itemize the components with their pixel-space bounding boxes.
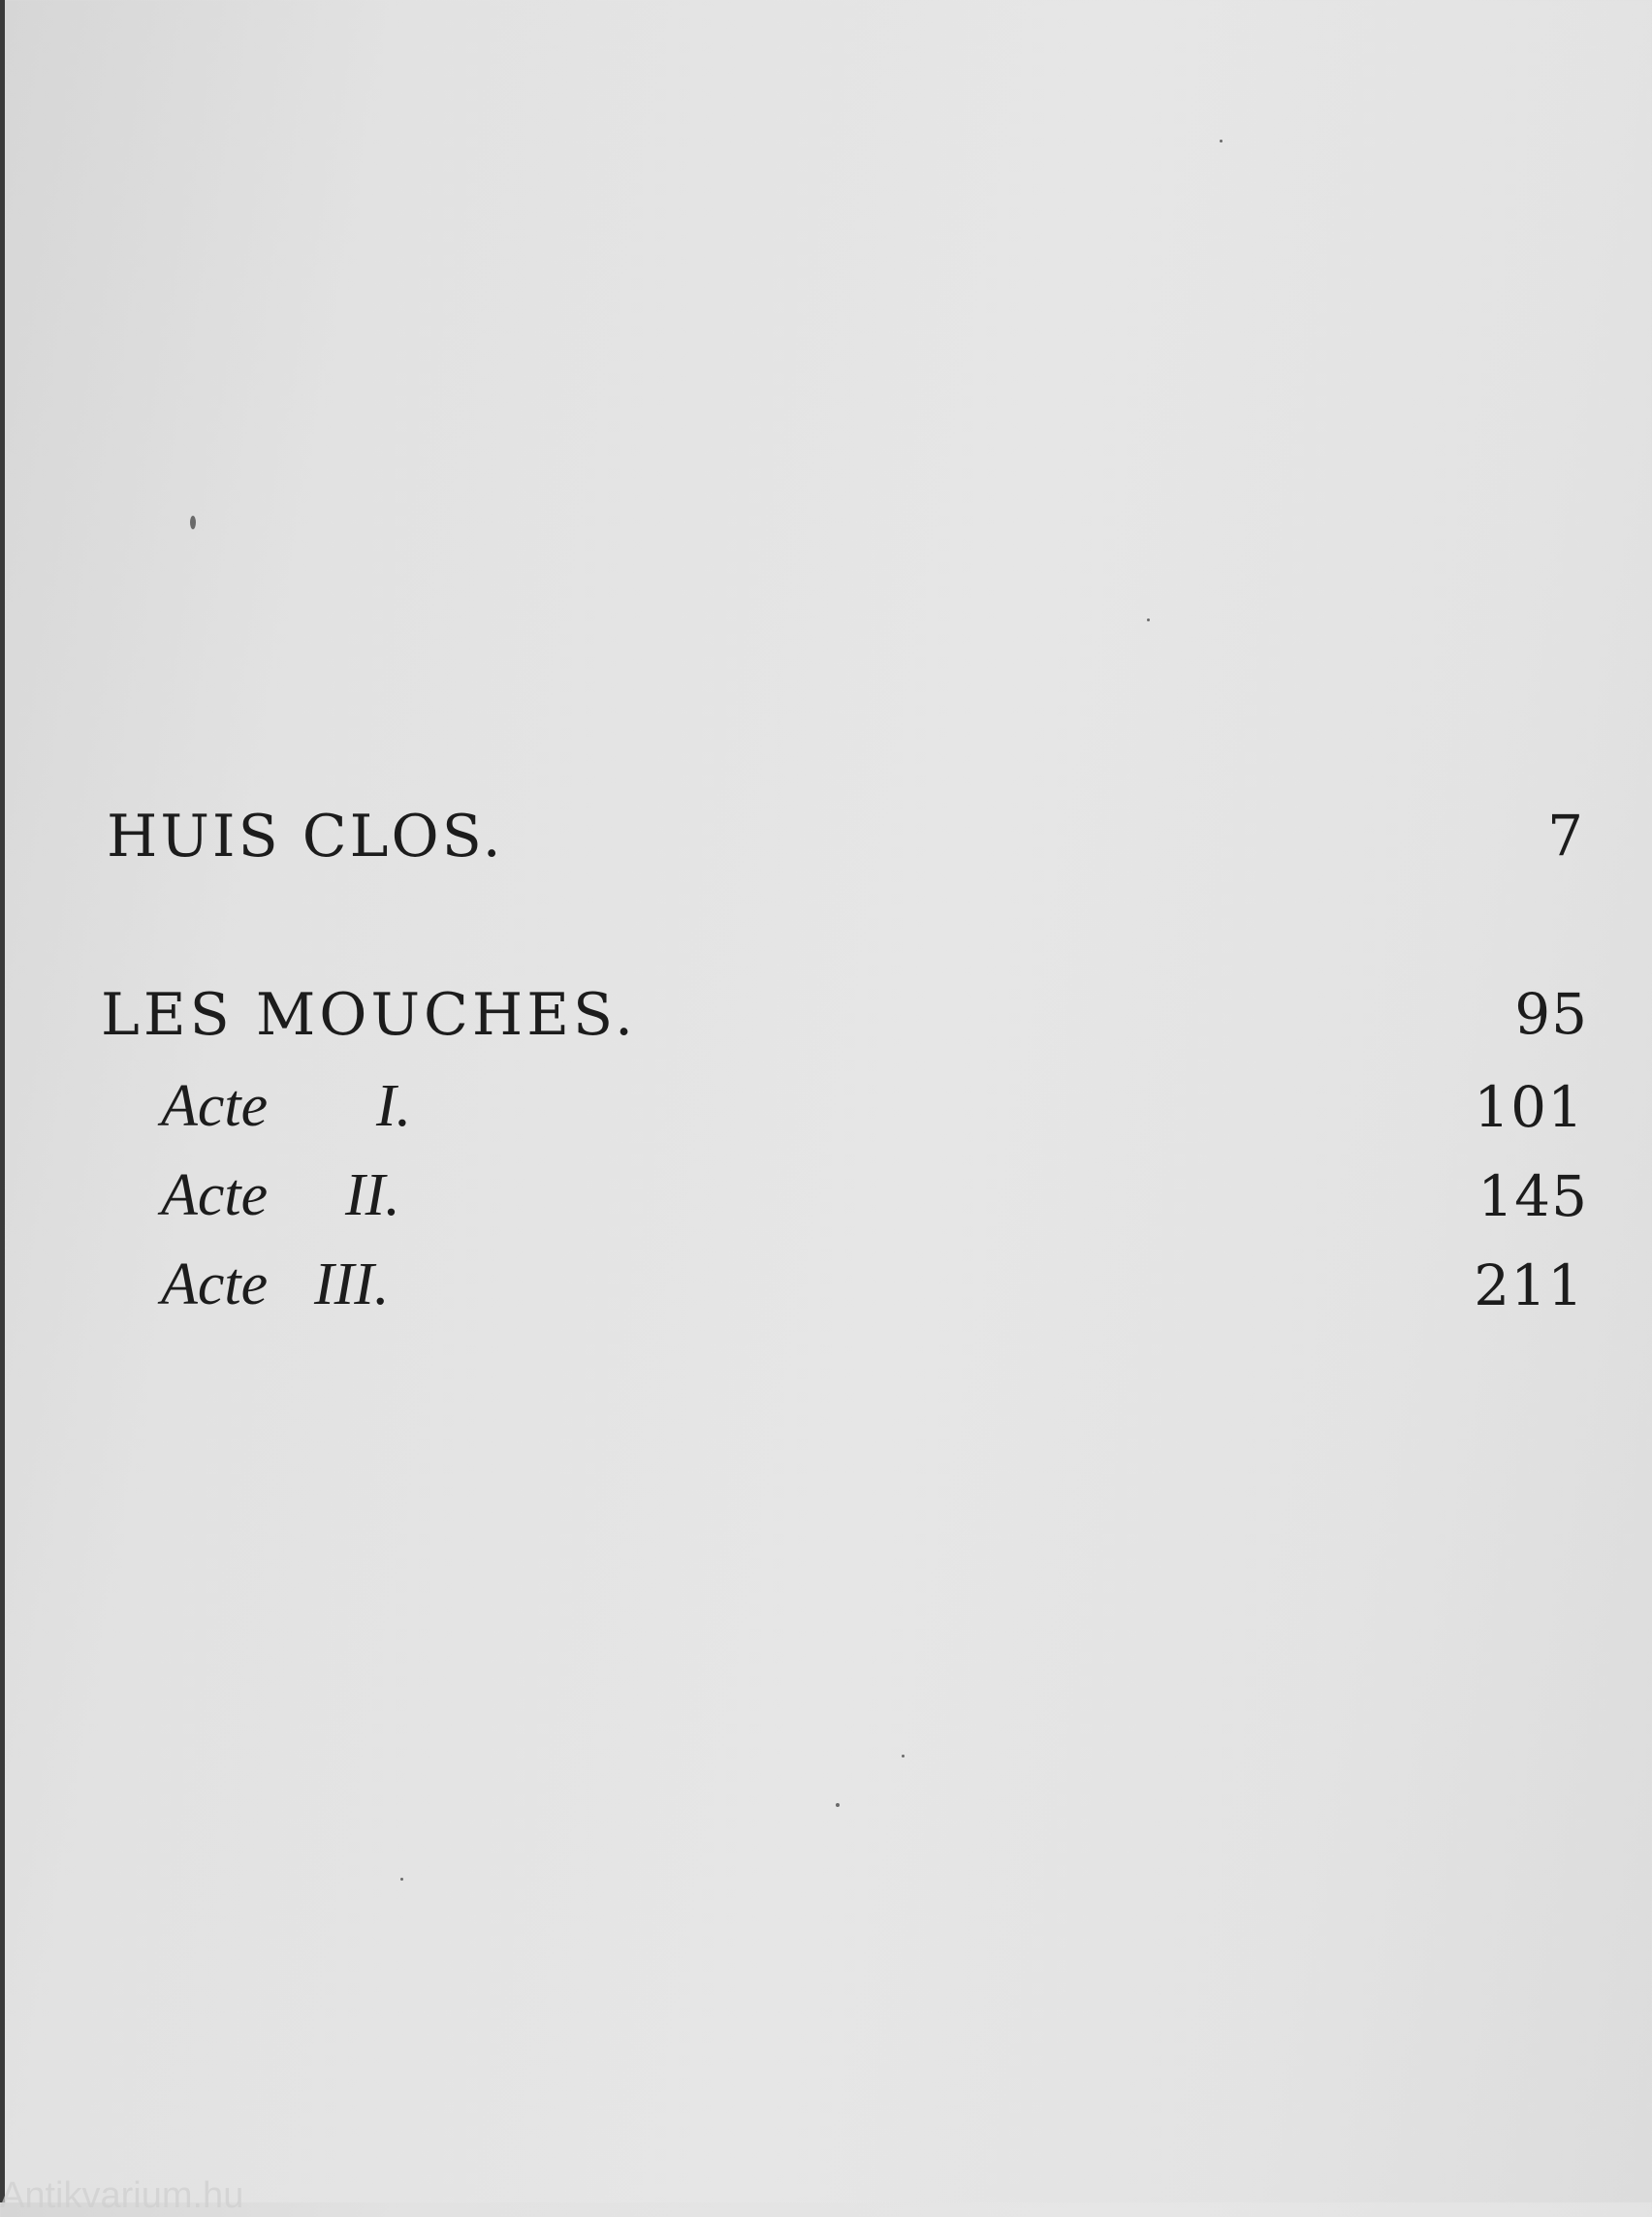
- toc-act-page: 211: [1474, 1252, 1584, 1318]
- toc-entry-title: LES MOUCHES.: [101, 981, 638, 1049]
- toc-act-entry: [161, 1161, 452, 1239]
- act-label: Acte: [161, 1073, 269, 1139]
- watermark: Antikvarium.hu: [0, 2175, 244, 2216]
- toc-entry-page: 7: [1547, 803, 1584, 869]
- toc-act-page: 145: [1477, 1163, 1588, 1229]
- toc-entry-page: 95: [1514, 981, 1588, 1047]
- act-numeral: I.: [376, 1073, 412, 1139]
- act-label: Acte: [161, 1251, 269, 1317]
- toc-act-entry: [161, 1251, 452, 1328]
- act-numeral: II.: [345, 1162, 400, 1228]
- toc-act-entry: [161, 1072, 452, 1150]
- toc-act-page: 101: [1474, 1074, 1584, 1140]
- toc-entry-title: HUIS CLOS.: [107, 803, 504, 871]
- act-numeral: III.: [314, 1251, 390, 1317]
- act-label: Acte: [161, 1162, 269, 1228]
